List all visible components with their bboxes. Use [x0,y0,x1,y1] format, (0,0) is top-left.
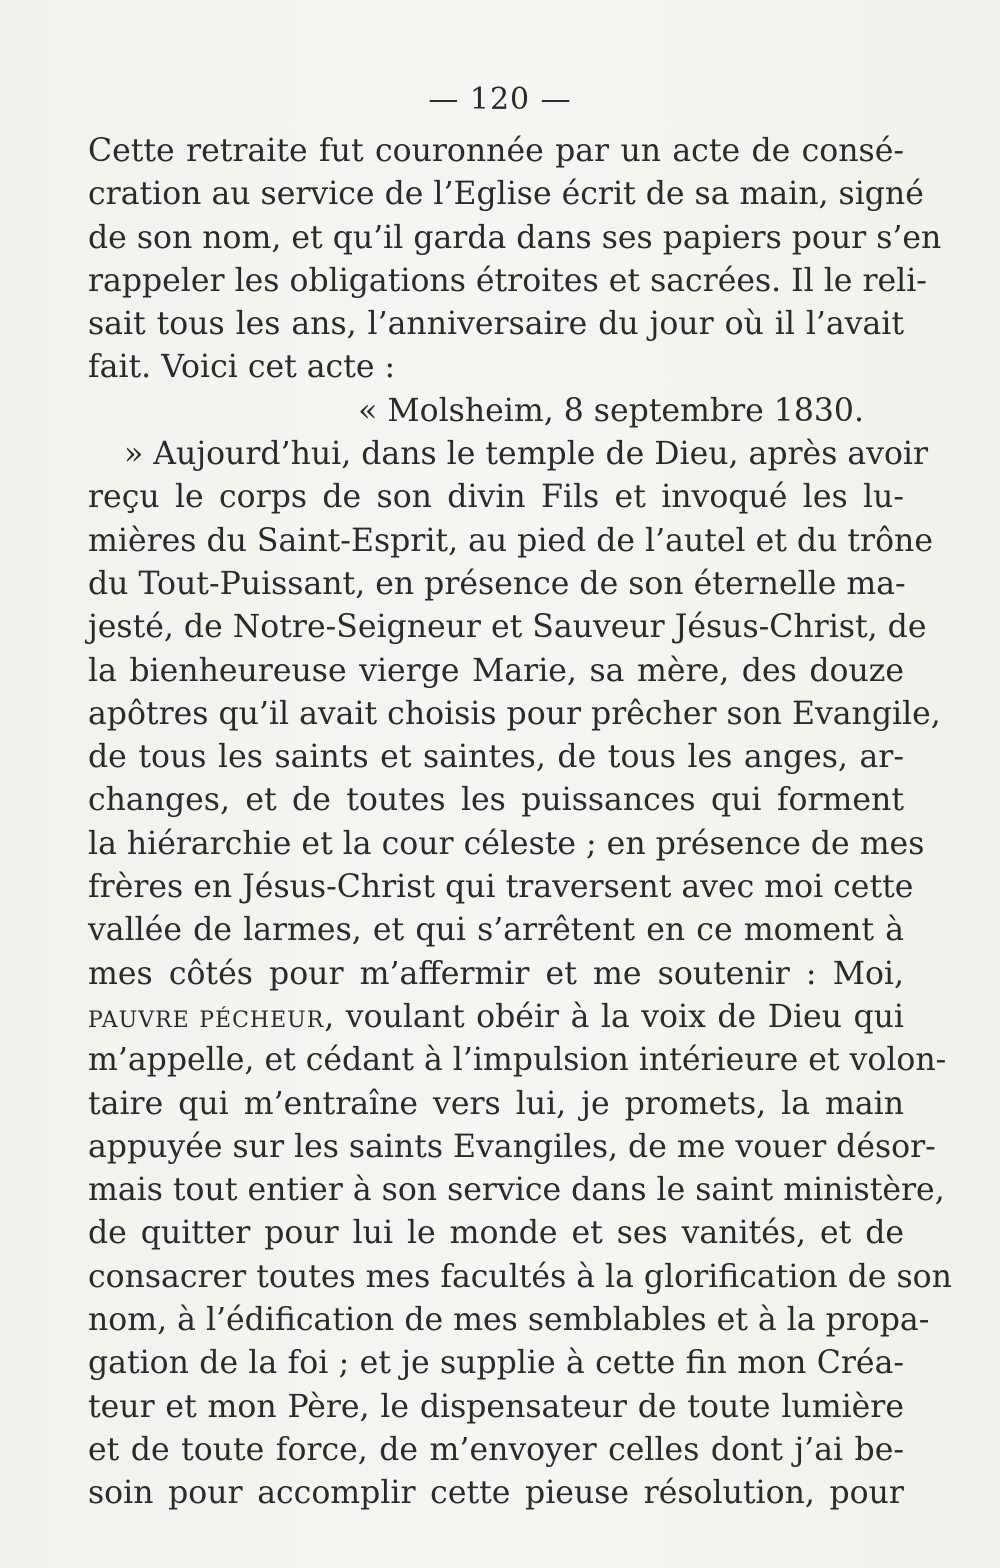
text-line: soin pour accomplir cette pieuse résolution, pour [88,1475,904,1512]
text-line: appuyée sur les saints Evangiles, de me vouer désor- [88,1128,936,1165]
text-line: apôtres qu’il avait choisis pour prêcher son Evangile, [88,695,941,732]
text-line: m’appelle, et cédant à l’impulsion intérieure et volon- [88,1042,947,1079]
dateline: « Molsheim, 8 septembre 1830. [358,392,864,429]
text-line: mais tout entier à son service dans le saint ministère, [88,1172,945,1209]
text-line: Cette retraite fut couronnée par un acte de consé- [88,133,904,169]
text-line: jesté, de Notre-Seigneur et Sauveur Jésus-Christ, de [88,609,927,646]
text-line: de quitter pour lui le monde et ses vanités, et de [88,1215,904,1252]
page-number: — 120 — [428,82,572,117]
text-line: la hiérarchie et la cour céleste ; en présence de mes [88,825,925,862]
text-line: » Aujourd’hui, dans le temple de Dieu, après avoir [124,436,929,473]
text-line: sait tous les ans, l’anniversaire du jour où il l’avait [88,306,904,343]
text-line: reçu le corps de son divin Fils et invoqué les lu- [88,479,904,516]
text-line: frères en Jésus-Christ qui traversent avec moi cette [88,869,914,906]
text-line: et de toute force, de m’envoyer celles dont j’ai be- [88,1431,904,1468]
text-line: la bienheureuse vierge Marie, sa mère, des douze [88,652,904,689]
text-line: fait. Voici cet acte : [88,349,396,386]
text-line: gation de la foi ; et je supplie à cette fin mon Créa- [88,1345,904,1382]
text-line: changes, et de toutes les puissances qui forment [88,782,904,819]
text-line: taire qui m’entraîne vers lui, je promets, la main [88,1085,904,1122]
text-line: de tous les saints et saintes, de tous les anges, ar- [88,739,904,776]
text-line: teur et mon Père, le dispensateur de toute lumière [88,1388,904,1425]
text-line: vallée de larmes, et qui s’arrêtent en ce moment à [88,912,904,949]
text-line: mières du Saint-Esprit, au pied de l’autel et du trône [88,522,933,559]
text-line: PAUVRE PÉCHEUR, voulant obéir à la voix de Dieu qui [88,998,905,1035]
text-line: cration au service de l’Eglise écrit de sa main, signé [88,176,924,213]
text-line: nom, à l’édification de mes semblables et à la propa- [88,1302,930,1339]
body-text [88,130,952,1516]
text-line: rappeler les obligations étroites et sacrées. Il le reli- [88,262,927,299]
text-line: de son nom, et qu’il garda dans ses papiers pour s’en [88,219,942,256]
text-line: consacrer toutes mes facultés à la glorification de son [88,1258,952,1295]
text-line: mes côtés pour m’affermir et me soutenir : Moi, [88,955,904,992]
text-line: du Tout-Puissant, en présence de son éternelle ma- [88,565,906,602]
